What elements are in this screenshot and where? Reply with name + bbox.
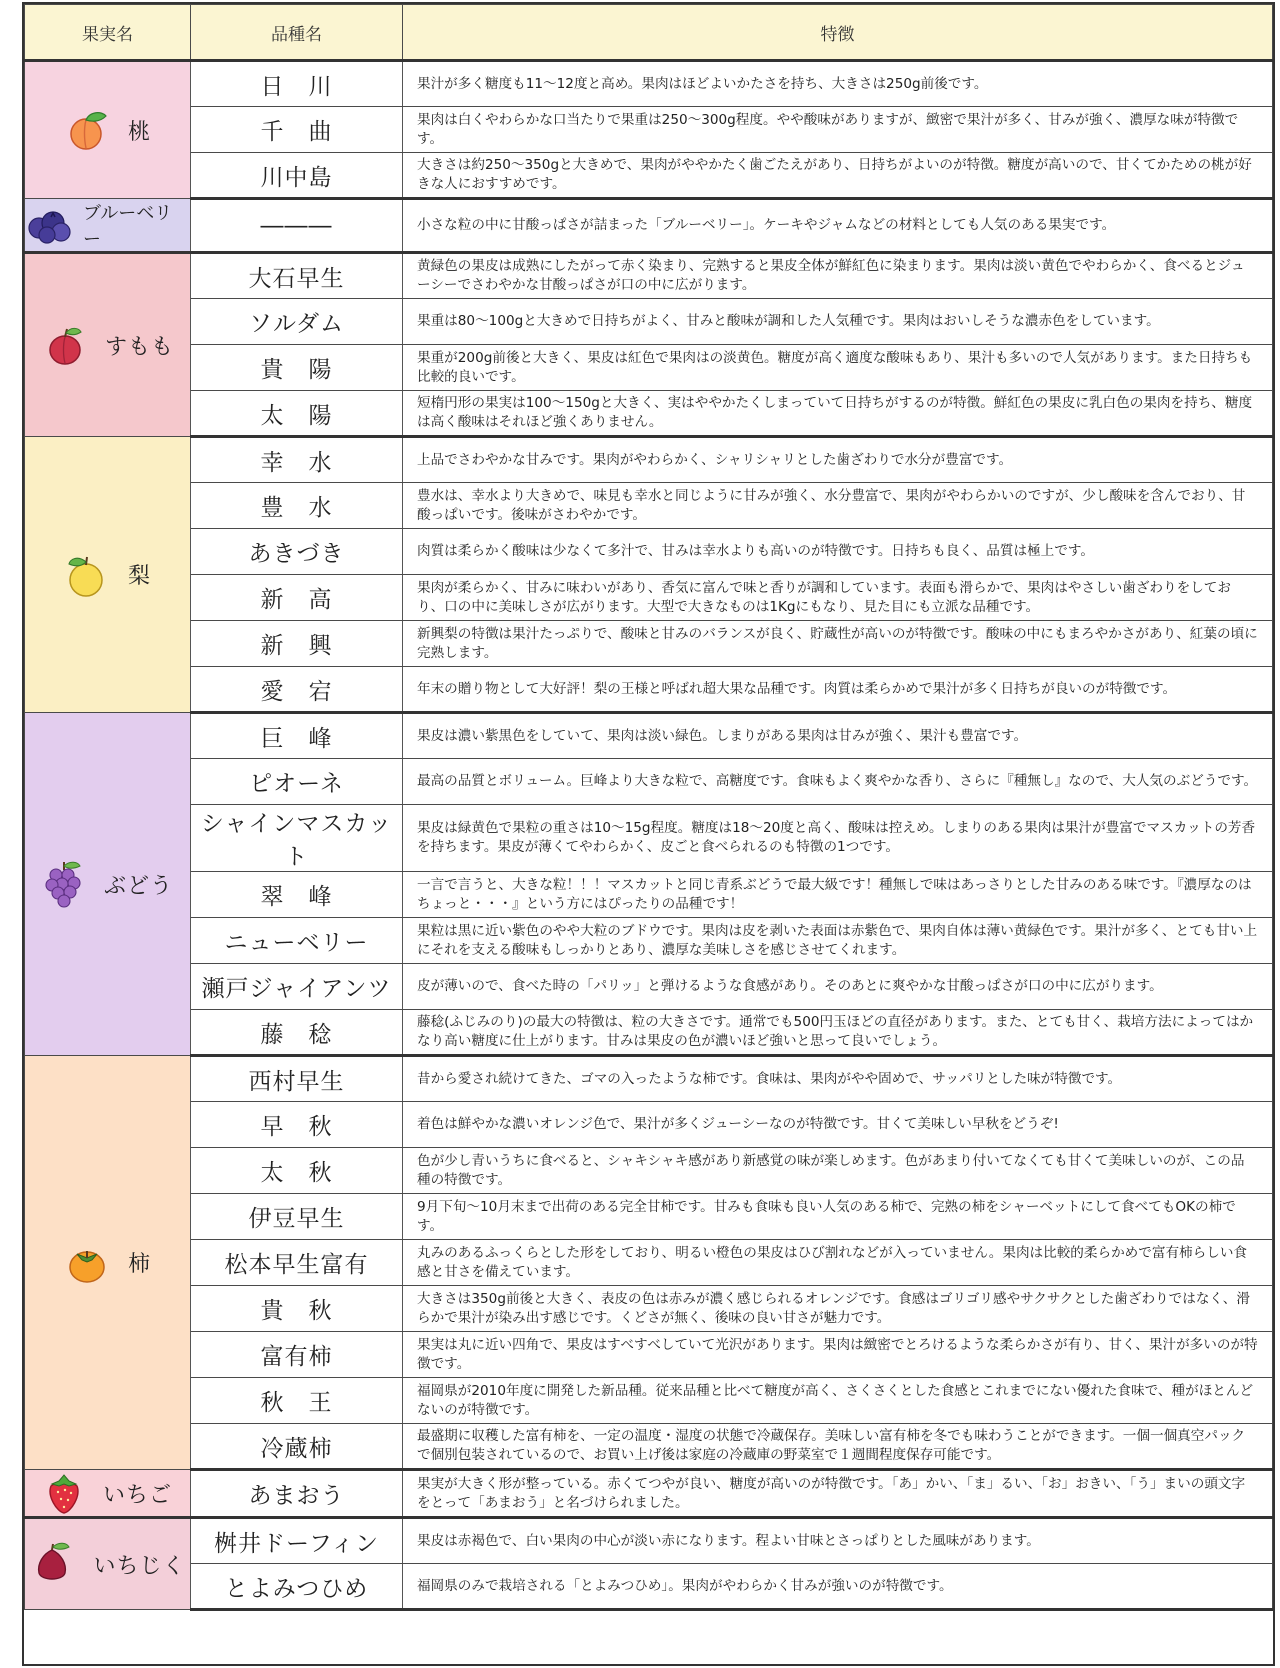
variety-description: 果汁が多く糖度も11～12度と高め。果肉はほどよいかたさを持ち、大きさは250g前後です。 [403,61,1273,107]
variety-name: とよみつひめ [191,1564,403,1610]
variety-description: 果実は丸に近い四角で、果皮はすべすべしていて光沢があります。果肉は緻密でとろけるような柔らかさが有り、甘く、果汁が多いのが特徴です。 [403,1332,1273,1378]
variety-description: 短楕円形の果実は100～150gと大きく、実はややかたくしまっていて日持ちがするのが特徴。鮮紅色の果皮に乳白色の果肉を持ち、糖度は高く酸味はそれほど強くありません。 [403,391,1273,437]
fruit-cell [25,1056,191,1470]
variety-description: 色が少し青いうちに食べると、シャキシャキ感があり新感覚の味が楽しめます。色があまり付いてなくても甘くて美味しいのが、この品種の特徴です。 [403,1148,1273,1194]
persimmon-icon [64,1240,110,1286]
fruit-variety-table-sheet [22,2,1275,1666]
fruit-name: いちご [102,1482,172,1508]
variety-name: 新 高 [191,575,403,621]
variety-name: ピオーネ [191,759,403,805]
table-row [25,759,1273,805]
fruit-name: 桃 [127,119,151,145]
table-row [25,107,1273,153]
table-row [25,1240,1273,1286]
strawberry-icon [43,1470,85,1516]
table-row [25,391,1273,437]
variety-name: 富有柿 [191,1332,403,1378]
table-row [25,253,1273,299]
fruit-name: ぶどう [103,873,173,899]
variety-name: 秋 王 [191,1378,403,1424]
table-row [25,1564,1273,1610]
table-row [25,483,1273,529]
header-feature: 特徴 [403,5,1273,61]
variety-description: 豊水は、幸水より大きめで、味見も幸水と同じように甘みが強く、水分豊富で、果肉がやわらかいのですが、少し酸味を含んでおり、甘酸っぱいです。後味がさわやかです。 [403,483,1273,529]
table-row [25,1286,1273,1332]
table-row [25,1332,1273,1378]
variety-description: 黄緑色の果皮は成熟にしたがって赤く染まり、完熟すると果皮全体が鮮紅色に染まります。果肉は淡い黄色でやわらかく、食べるとジューシーでさわやかな甘酸っぱさが口の中に広がります。 [403,253,1273,299]
variety-description: 大きさは350g前後と大きく、表皮の色は赤みが濃く感じられるオレンジです。食感はゴリゴリ感やサクサクとした歯ざわりではなく、滑らかで果汁が染み出す感じです。くどさが無く、後味の良い甘さが魅力です。 [403,1286,1273,1332]
fruit-name: 柿 [127,1252,151,1277]
table-row [25,1424,1273,1470]
variety-description: 昔から愛され続けてきた、ゴマの入ったような柿です。食味は、果肉がやや固めで、サッパリとした味が特徴です。 [403,1056,1273,1102]
variety-name: 伊豆早生 [191,1194,403,1240]
fruit-cell [25,1518,191,1610]
fruit-name: ブルーベリー [83,203,173,250]
table-row [25,805,1273,872]
variety-description: 大きさは約250～350gと大きめで、果肉がややかたく歯ごたえがあり、日持ちがよいのが特徴。糖度が高いので、甘くてかための桃が好きな人におすすめです。 [403,153,1273,199]
variety-name: ソルダム [191,299,403,345]
table-row [25,199,1273,253]
variety-name: 日 川 [191,61,403,107]
plum-icon [41,322,87,368]
variety-name: 豊 水 [191,483,403,529]
variety-description: 藤稔(ふじみのり)の最大の特徴は、粒の大きさです。通常でも500円玉ほどの直径があります。また、とても甘く、栽培方法によってはかなり高い糖度に仕上がります。甘みは果皮の色が濃いほど強いと思って良いでしょう。 [403,1010,1273,1056]
peach-icon [64,107,110,153]
variety-name: 瀬戸ジャイアンツ [191,964,403,1010]
variety-name: あまおう [191,1470,403,1518]
variety-description: 9月下旬～10月末まで出荷のある完全甘柿です。甘みも食味も良い人気のある柿で、完熟の柿をシャーベットにして食べてもOKの柿です。 [403,1194,1273,1240]
table-row [25,299,1273,345]
variety-name: 冷蔵柿 [191,1424,403,1470]
header-fruit-name: 果実名 [25,5,191,61]
table-row [25,621,1273,667]
variety-name: 松本早生富有 [191,1240,403,1286]
table-row [25,667,1273,713]
fruit-name: 梨 [127,564,151,589]
variety-name: 千 曲 [191,107,403,153]
fruit-cell [25,713,191,1056]
table-row [25,1148,1273,1194]
fig-icon [29,1540,75,1588]
variety-name: あきづき [191,529,403,575]
variety-name: 川中島 [191,153,403,199]
variety-name: 翠 峰 [191,872,403,918]
variety-description: 肉質は柔らかく酸味は少なくて多汁で、甘みは幸水よりも高いのが特徴です。日持ちも良く、品質は極上です。 [403,529,1273,575]
variety-description: 果皮は赤褐色で、白い果肉の中心が淡い赤になります。程よい甘味とさっぱりとした風味があります。 [403,1518,1273,1564]
variety-description: 果肉が柔らかく、甘みに味わいがあり、香気に富んで味と香りが調和しています。表面も滑らかで、果肉はやさしい歯ざわりをしており、口の中に美味しさが広がります。大型で大きなものは1Kgにもなり、見た目にも立派な品種です。 [403,575,1273,621]
variety-description: 福岡県のみで栽培される「とよみつひめ」。果肉がやわらかく甘みが強いのが特徴です。 [403,1564,1273,1610]
variety-name: ニューベリー [191,918,403,964]
table-row [25,1010,1273,1056]
variety-description: 上品でさわやかな甘みです。果肉がやわらかく、シャリシャリとした歯ざわりで水分が豊富です。 [403,437,1273,483]
variety-name: 早 秋 [191,1102,403,1148]
table-row [25,1102,1273,1148]
fruit-cell [25,253,191,437]
variety-description: 果肉は白くやわらかな口当たりで果重は250～300g程度。やや酸味がありますが、緻密で果汁が多く、甘みが強く、濃厚な味が特徴です。 [403,107,1273,153]
variety-name: 藤 稔 [191,1010,403,1056]
table-row [25,529,1273,575]
variety-name: 西村早生 [191,1056,403,1102]
table-row [25,918,1273,964]
table-body [25,61,1273,1610]
table-row [25,61,1273,107]
variety-description: 着色は鮮やかな濃いオレンジ色で、果汁が多くジューシーなのが特徴です。甘くて美味しい早秋をどうぞ! [403,1102,1273,1148]
variety-name: 幸 水 [191,437,403,483]
variety-name: シャインマスカット [191,805,403,872]
variety-name: 貴 秋 [191,1286,403,1332]
variety-name: 太 陽 [191,391,403,437]
table-row [25,713,1273,759]
variety-description: 果皮は緑黄色で果粒の重さは10～15g程度。糖度は18～20度と高く、酸味は控えめ。しまりのある果肉は果汁が豊富でマスカットの芳香を持ちます。果皮が薄くてやわらかく、皮ごと食べられるのも特徴の1つです。 [403,805,1273,872]
variety-name: 愛 宕 [191,667,403,713]
variety-description: 最高の品質とボリューム。巨峰より大きな粒で、高糖度です。食味もよく爽やかな香り、さらに『種無し』なので、大人気のぶどうです。 [403,759,1273,805]
grape-icon [42,858,86,910]
variety-description: 一言で言うと、大きな粒！！！マスカットと同じ青系ぶどうで最大級です！種無しで味はあっさりとした甘みのある味です。『濃厚なのはちょっと・・・』という方にはぴったりの品種です！ [403,872,1273,918]
variety-name: ――― [191,199,403,253]
variety-description: 果重は80～100gと大きめで日持ちがよく、甘みと酸味が調和した人気種です。果肉はおいしそうな濃赤色をしています。 [403,299,1273,345]
variety-description: 丸みのあるふっくらとした形をしており、明るい橙色の果皮はひび割れなどが入っていません。果肉は比較的柔らかめで富有柿らしい食感と甘さを備えています。 [403,1240,1273,1286]
variety-name: 太 秋 [191,1148,403,1194]
variety-description: 果皮は濃い紫黒色をしていて、果肉は淡い緑色。しまりがある果肉は甘みが強く、果汁も豊富です。 [403,713,1273,759]
variety-name: 貴 陽 [191,345,403,391]
table-row [25,437,1273,483]
variety-description: 果粒は黒に近い紫色のやや大粒のブドウです。果肉は皮を剥いた表面は赤紫色で、果肉自体は薄い黄緑色です。果汁が多く、とても甘い上にそれを支える酸味もしっかりとあり、濃厚な美味しさを感じさせてくれます。 [403,918,1273,964]
header-variety-name: 品種名 [191,5,403,61]
fruit-cell [25,199,191,253]
table-row [25,153,1273,199]
fruit-cell [25,1470,191,1518]
variety-name: 大石早生 [191,253,403,299]
variety-name: 新 興 [191,621,403,667]
variety-description: 小さな粒の中に甘酸っぱさが詰まった「ブルーベリー」。ケーキやジャムなどの材料としても人気のある果実です。 [403,199,1273,253]
fruit-name: すもも [104,334,174,360]
variety-name: 桝井ドーフィン [191,1518,403,1564]
table-row [25,1470,1273,1518]
variety-description: 果実が大きく形が整っている。赤くてつやが良い、糖度が高いのが特徴です。「あ」かい、「ま」るい、「お」おきい、「う」まいの頭文字をとって「あまおう」と名づけられました。 [403,1470,1273,1518]
table-header-row [25,5,1273,61]
table-row [25,1378,1273,1424]
variety-description: 最盛期に収穫した富有柿を、一定の温度・湿度の状態で冷蔵保存。美味しい富有柿を冬でも味わうことができます。一個一個真空パックで個別包装されているので、お買い上げ後は家庭の冷蔵庫の野菜室で１週間程度保存可能です。 [403,1424,1273,1470]
table-row [25,1194,1273,1240]
fruit-cell [25,437,191,713]
table-row [25,1518,1273,1564]
variety-description: 年末の贈り物として大好評！梨の王様と呼ばれ超大果な品種です。肉質は柔らかめで果汁が多く日持ちが良いのが特徴です。 [403,667,1273,713]
variety-description: 福岡県が2010年度に開発した新品種。従来品種と比べて糖度が高く、さくさくとした食感とこれまでにない優れた食味で、種がほとんどないのが特徴です。 [403,1378,1273,1424]
table-row [25,345,1273,391]
variety-name: 巨 峰 [191,713,403,759]
variety-description: 果重が200g前後と大きく、果皮は紅色で果肉はの淡黄色。糖度が高く適度な酸味もあり、果汁も多いので人気があります。また日持ちも比較的良いです。 [403,345,1273,391]
pear-icon [64,551,110,599]
fruit-cell [25,61,191,199]
table-row [25,964,1273,1010]
table-row [25,575,1273,621]
table-row [25,1056,1273,1102]
variety-description: 新興梨の特徴は果汁たっぷりで、酸味と甘みのバランスが良く、貯蔵性が高いのが特徴です。酸味の中にもまろやかさがあり、紅葉の頃に完熟します。 [403,621,1273,667]
blueberry-icon [25,206,75,244]
variety-description: 皮が薄いので、食べた時の「パリッ」と弾けるような食感があり。そのあとに爽やかな甘酸っぱさが口の中に広がります。 [403,964,1273,1010]
fruit-name: いちじく [93,1553,186,1579]
table-row [25,872,1273,918]
fruit-variety-table [24,4,1273,1611]
